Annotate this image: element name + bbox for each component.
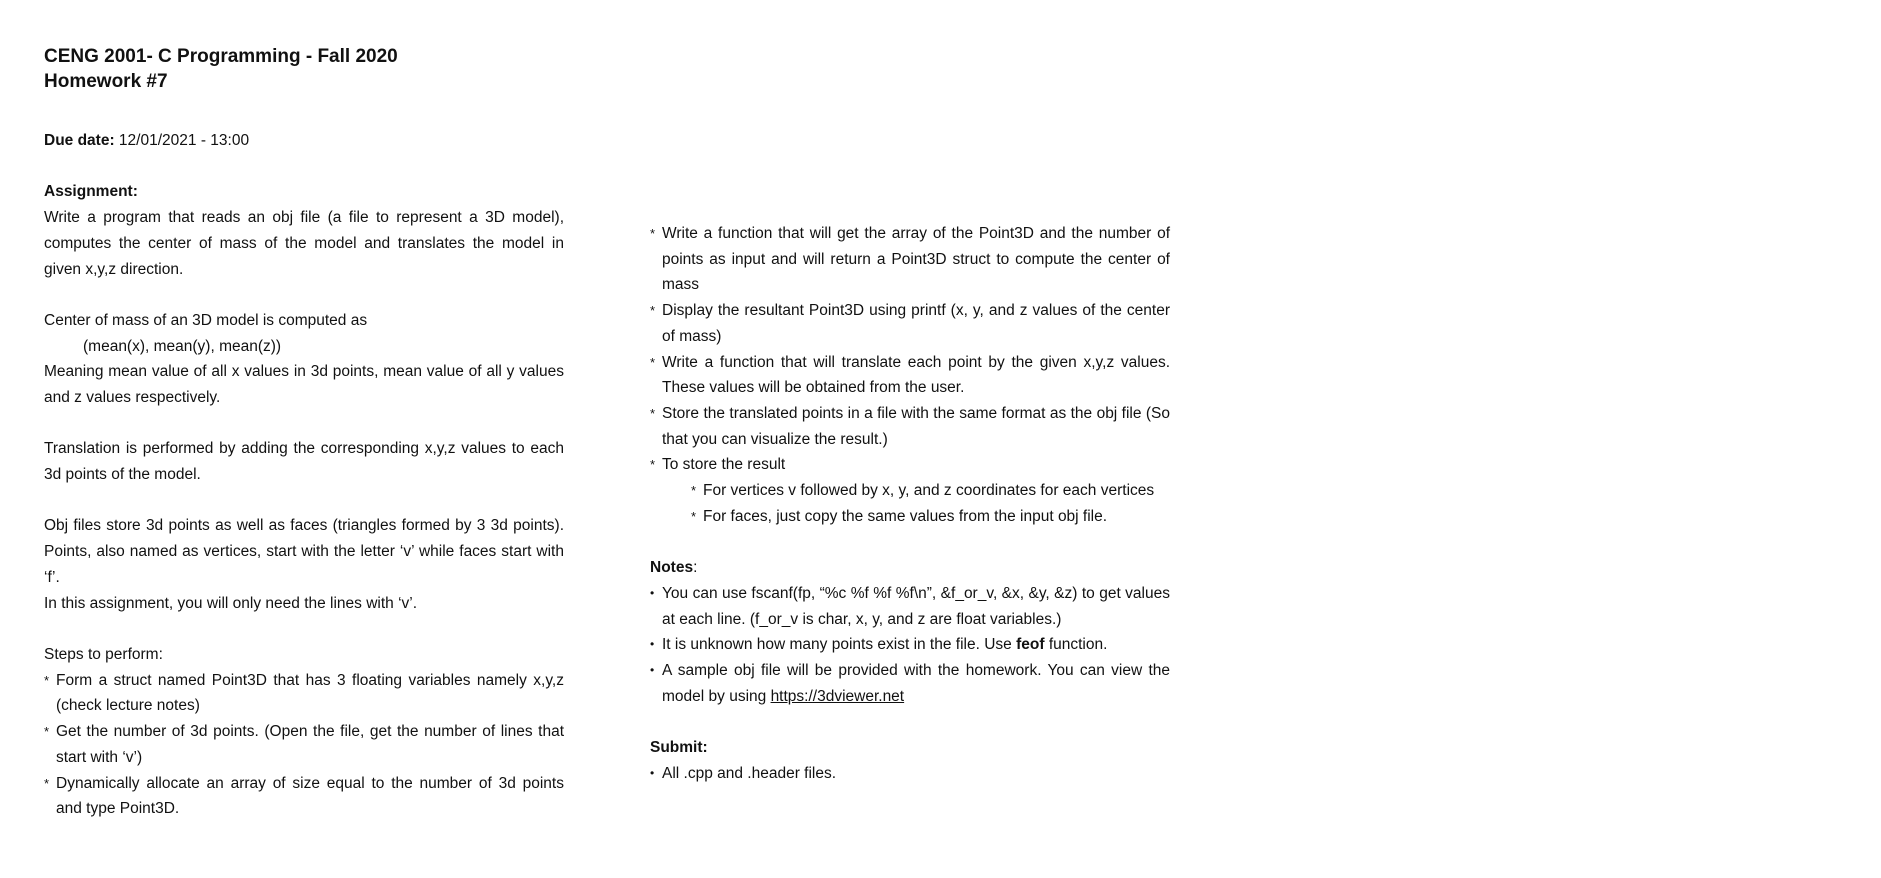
only-v-lines-note: In this assignment, you will only need the lines with ‘v’. bbox=[44, 594, 418, 612]
3dviewer-link[interactable]: https://3dviewer.net bbox=[770, 687, 905, 705]
feof-keyword: feof bbox=[1016, 636, 1045, 654]
notes-list bbox=[650, 581, 1170, 710]
assignment-intro: Write a program that reads an obj file (a file to represent a 3D model), computes the center of mass of the model and translates the model in given x,y,z direction. bbox=[44, 209, 564, 278]
step-item: * Form a struct named Point3D that has 3 floating variables namely x,y,z (check lecture notes) bbox=[44, 668, 564, 719]
left-column bbox=[44, 128, 564, 822]
center-of-mass-explanation: Meaning mean value of all x values in 3d points, mean value of all y values and z values respectively. bbox=[44, 363, 564, 406]
due-date-value: 12/01/2021 - 13:00 bbox=[114, 132, 250, 149]
title-line-homework: Homework #7 bbox=[44, 71, 168, 92]
note-text: function. bbox=[1044, 636, 1108, 654]
note-item: • You can use fscanf(fp, “%c %f %f %f\n”, &f_or_v, &x, &y, &z) to get values at each line. (f_or_v is char, x, y, and z are float variables.) bbox=[650, 581, 1170, 632]
step-item: * Write a function that will get the array of the Point3D and the number of points as input and will return a Point3D struct to compute the center of mass bbox=[650, 221, 1170, 298]
center-of-mass-line: Center of mass of an 3D model is computed as bbox=[44, 311, 368, 329]
notes-heading-colon: : bbox=[693, 559, 698, 577]
steps-heading: Steps to perform: bbox=[44, 645, 163, 663]
step-item: * Dynamically allocate an array of size equal to the number of 3d points and type Point3D. bbox=[44, 771, 564, 822]
submit-item: • All .cpp and .header files. bbox=[650, 761, 1170, 787]
note-item bbox=[650, 632, 1170, 658]
translation-description: Translation is performed by adding the corresponding x,y,z values to each 3d points of the model. bbox=[44, 440, 564, 484]
assignment-heading: Assignment: bbox=[44, 183, 138, 201]
note-text: A sample obj file will be provided with the homework. You can view the model by using bbox=[662, 661, 1170, 705]
step-item: * Display the resultant Point3D using printf (x, y, and z values of the center of mass) bbox=[650, 298, 1170, 349]
sub-step-item: * For faces, just copy the same values from the input obj file. bbox=[691, 504, 1170, 530]
note-item bbox=[650, 658, 1170, 709]
right-column bbox=[650, 221, 1170, 786]
due-date-label: Due date: bbox=[44, 132, 115, 149]
obj-file-description: Obj files store 3d points as well as faces (triangles formed by 3 3d points). Points, also named as vertices, start with the letter ‘v’ while faces start with ‘f’. bbox=[44, 517, 564, 586]
title-line-course: CENG 2001- C Programming - Fall 2020 bbox=[44, 46, 398, 67]
step-item: * Write a function that will translate each point by the given x,y,z values. These values will be obtained from the user. bbox=[650, 350, 1170, 401]
steps-list bbox=[44, 668, 564, 822]
due-date bbox=[44, 128, 564, 154]
store-result-label: To store the result bbox=[662, 456, 786, 474]
notes-heading bbox=[650, 555, 1170, 581]
notes-heading-label: Notes bbox=[650, 559, 694, 577]
submit-list bbox=[650, 761, 1170, 787]
note-text: It is unknown how many points exist in the file. Use bbox=[662, 636, 1017, 654]
sub-step-item: * For vertices v followed by x, y, and z coordinates for each vertices bbox=[691, 478, 1170, 504]
steps-list-continued bbox=[650, 221, 1170, 529]
step-item bbox=[650, 452, 1170, 529]
step-item: * Store the translated points in a file with the same format as the obj file (So that you can visualize the result.) bbox=[650, 401, 1170, 452]
center-of-mass-formula: (mean(x), mean(y), mean(z)) bbox=[83, 337, 282, 355]
store-result-sublist bbox=[662, 478, 1170, 529]
page-title bbox=[44, 44, 398, 94]
submit-heading: Submit: bbox=[650, 739, 708, 757]
step-item: * Get the number of 3d points. (Open the file, get the number of lines that start with ‘v’) bbox=[44, 719, 564, 770]
